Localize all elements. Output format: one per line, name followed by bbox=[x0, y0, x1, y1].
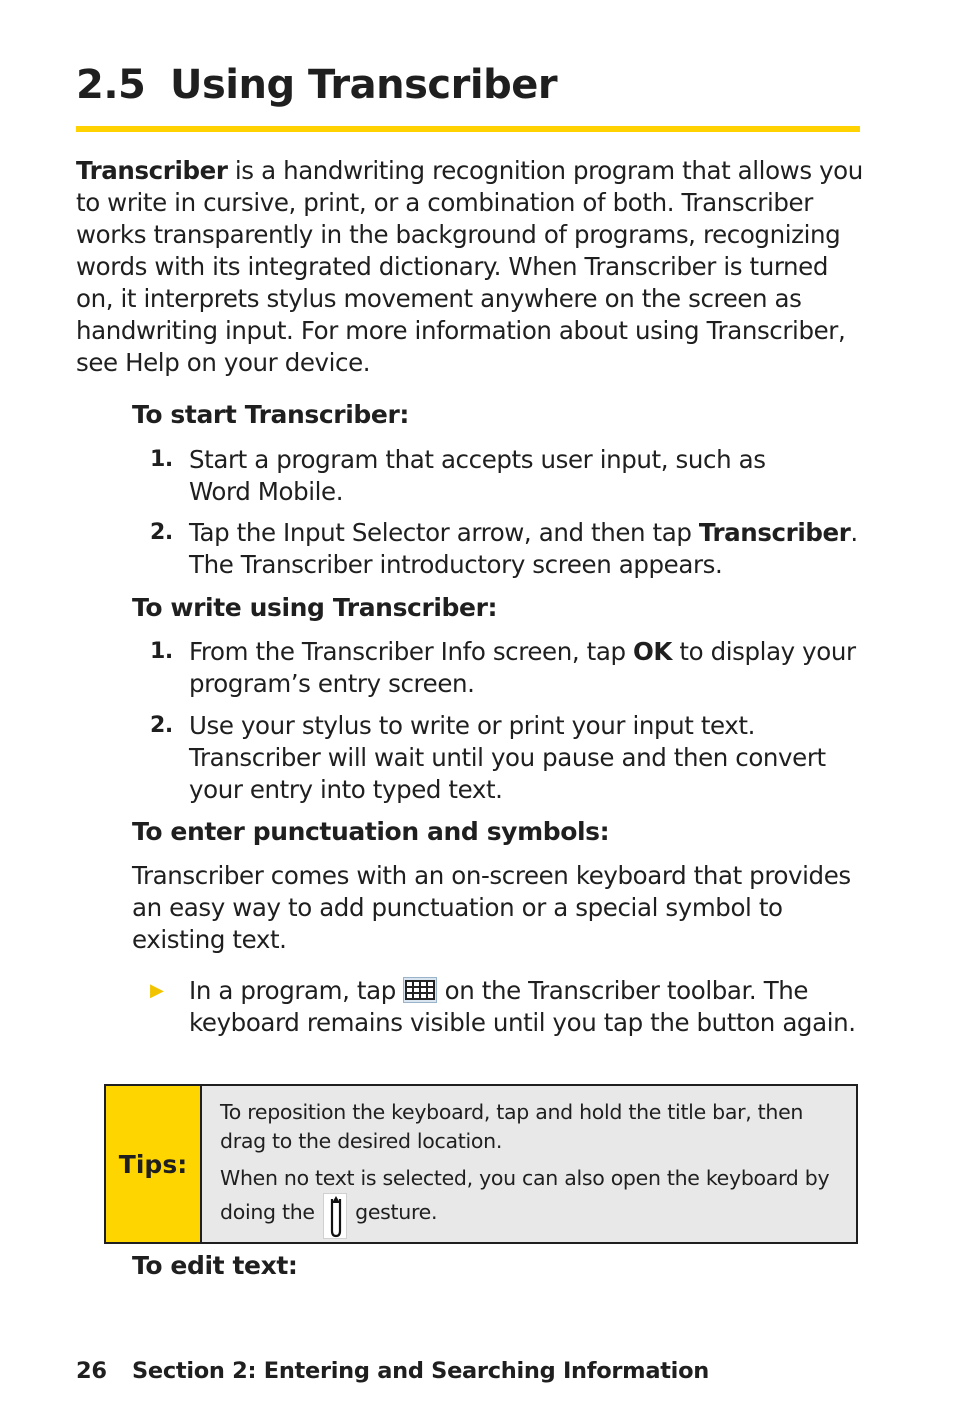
step-text: Tap the Input Selector arrow, and then tap bbox=[189, 518, 699, 547]
intro-bold: Transcriber bbox=[76, 156, 228, 185]
intro-paragraph bbox=[76, 155, 866, 379]
step-number: 1. bbox=[150, 447, 173, 472]
step-bold: Transcriber bbox=[698, 518, 851, 547]
step-text-post: to display your program’s entry screen. bbox=[189, 637, 856, 698]
tip-2-text: When no text is selected, you can also open the keyboard by doing the bbox=[220, 1166, 830, 1224]
step-bold: OK bbox=[633, 637, 673, 666]
punct-bullet bbox=[150, 975, 866, 1039]
step-text-line2: The Transcriber introductory screen appears. bbox=[189, 550, 723, 579]
punct-paragraph-text: Transcriber comes with an on-screen keyboard that provides an easy way to add punctuation or a special symbol to bbox=[132, 861, 851, 922]
start-heading: To start Transcriber: bbox=[132, 400, 409, 429]
bullet-arrow-icon: ▶ bbox=[150, 980, 164, 1001]
keyboard-icon bbox=[403, 977, 437, 1003]
step-text-line2: Word Mobile. bbox=[189, 477, 344, 506]
page-number: 26 bbox=[76, 1358, 107, 1384]
step-text: Use your stylus to write or print your input text. Transcriber will wait until you pause and then convert your entry into typed text. bbox=[189, 711, 826, 804]
step-number: 2. bbox=[150, 520, 173, 545]
step-number: 1. bbox=[150, 639, 173, 664]
start-step-1 bbox=[150, 444, 866, 508]
section-title: Using Transcriber bbox=[170, 62, 558, 108]
page-footer bbox=[76, 1358, 709, 1384]
start-step-2 bbox=[150, 517, 866, 581]
tip-1: To reposition the keyboard, tap and hold the title bar, then drag to the desired location. bbox=[220, 1100, 804, 1153]
punct-paragraph-text2: existing text. bbox=[132, 925, 287, 954]
write-step-1 bbox=[150, 636, 866, 700]
intro-text: is a handwriting recognition program that allows you to write in cursive, print, or a combination of both. Transcriber works transparently in the background of programs, recognizing words with its integrated dictionary. When Transcriber is turned on, it interprets stylus movement anywhere on the screen as handwriting input. For more information about using Transcriber, see Help on your device. bbox=[76, 156, 863, 377]
bullet-text-post: on the Transcriber toolbar. The keyboard remains visible until you tap the button again. bbox=[189, 976, 856, 1037]
edit-heading: To edit text: bbox=[132, 1251, 298, 1280]
write-heading: To write using Transcriber: bbox=[132, 593, 498, 622]
section-number: 2.5 bbox=[76, 62, 146, 108]
step-text: From the Transcriber Info screen, tap bbox=[189, 637, 633, 666]
tip-2-text-post: gesture. bbox=[348, 1200, 438, 1224]
step-text: Start a program that accepts user input, such as bbox=[189, 445, 766, 474]
tips-body bbox=[202, 1086, 856, 1242]
punct-heading: To enter punctuation and symbols: bbox=[132, 817, 610, 846]
step-text-post: . bbox=[850, 518, 858, 547]
tips-label: Tips: bbox=[106, 1086, 202, 1242]
page-title bbox=[76, 62, 557, 108]
up-down-gesture-icon bbox=[323, 1193, 347, 1239]
punct-paragraph bbox=[132, 860, 867, 956]
tips-box bbox=[104, 1084, 858, 1244]
step-number: 2. bbox=[150, 713, 173, 738]
title-underline bbox=[76, 126, 860, 132]
tip-2 bbox=[220, 1164, 840, 1239]
bullet-text: In a program, tap bbox=[189, 976, 404, 1005]
footer-section: Section 2: Entering and Searching Information bbox=[132, 1358, 709, 1384]
write-step-2 bbox=[150, 710, 866, 806]
